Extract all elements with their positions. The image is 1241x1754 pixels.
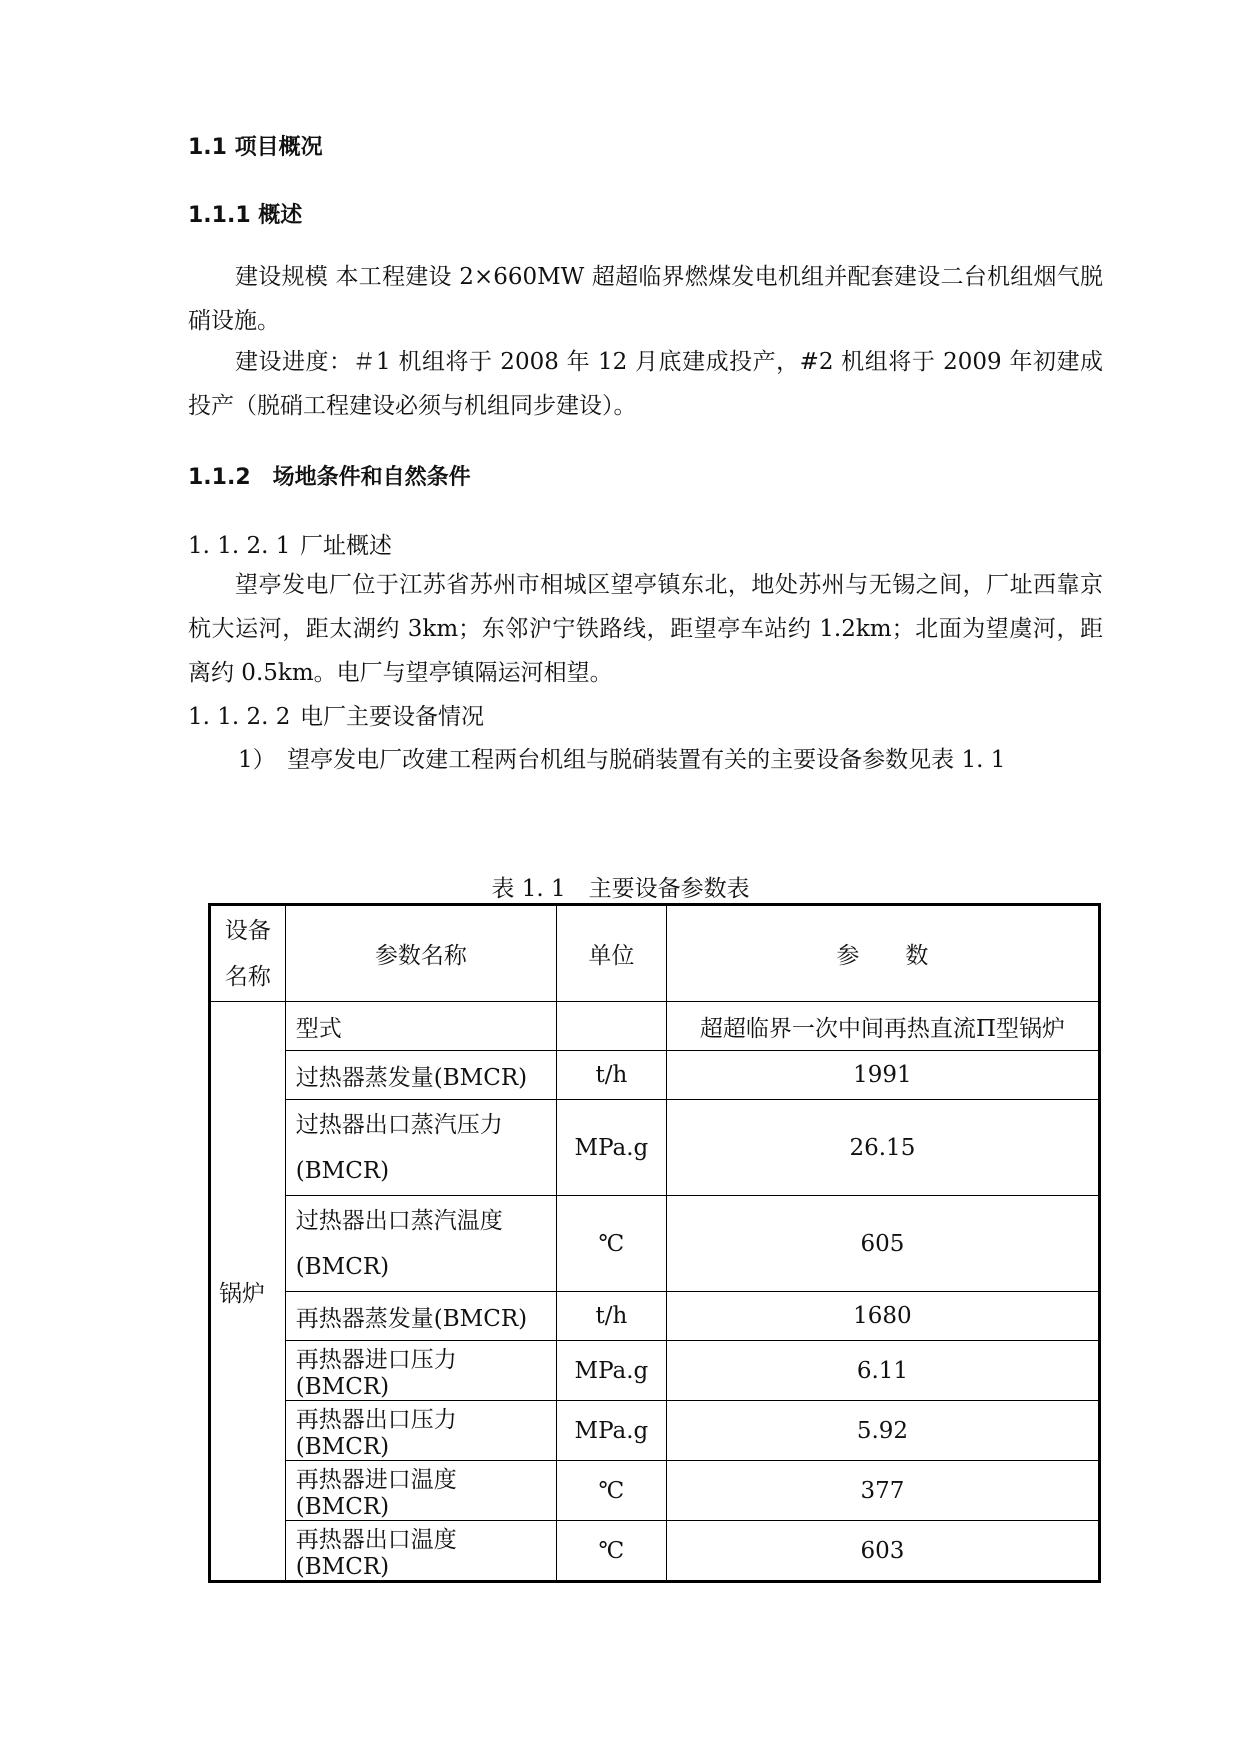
equipment-parameter-table bbox=[208, 903, 1101, 1583]
list-item-1: 1） 望亭发电厂改建工程两台机组与脱硝装置有关的主要设备参数见表 1. 1 bbox=[238, 747, 1006, 773]
table-row bbox=[210, 1100, 1100, 1196]
value-cell: 5.92 bbox=[666, 1401, 1099, 1461]
subsection-title: 电厂主要设备情况 bbox=[300, 704, 484, 730]
param-cell: 过热器出口蒸汽温度(BMCR) bbox=[285, 1196, 556, 1292]
table-row bbox=[210, 1051, 1100, 1100]
value-cell: 605 bbox=[666, 1196, 1099, 1292]
param-cell: 型式 bbox=[285, 1002, 556, 1051]
header-param: 参数名称 bbox=[285, 905, 556, 1002]
paragraph-scale: 建设规模 本工程建设 2×660MW 超超临界燃煤发电机组并配套建设二台机组烟气脱硝设施。 bbox=[188, 264, 1103, 334]
subsection-number: 1. 1. 2. 1 bbox=[188, 533, 291, 559]
table-row bbox=[210, 1521, 1100, 1582]
heading-1-1-1: 1.1.1 概述 bbox=[188, 203, 303, 228]
unit-cell: ℃ bbox=[556, 1521, 666, 1582]
table-row bbox=[210, 1461, 1100, 1521]
param-cell: 再热器出口温度(BMCR) bbox=[285, 1521, 556, 1582]
unit-cell: ℃ bbox=[556, 1461, 666, 1521]
unit-cell: t/h bbox=[556, 1292, 666, 1341]
value-cell: 6.11 bbox=[666, 1341, 1099, 1401]
paragraph-progress: 建设进度：＃1 机组将于 2008 年 12 月底建成投产，#2 机组将于 2009 年初建成投产（脱硝工程建设必须与机组同步建设）。 bbox=[188, 349, 1103, 419]
param-cell: 再热器进口温度(BMCR) bbox=[285, 1461, 556, 1521]
subsection-1-1-2-1 bbox=[188, 527, 392, 560]
heading-1-1-2: 1.1.2 场地条件和自然条件 bbox=[188, 465, 471, 490]
header-equipment: 设备名称 bbox=[210, 905, 286, 1002]
unit-cell: ℃ bbox=[556, 1196, 666, 1292]
table-header-row bbox=[210, 905, 1100, 1002]
param-cell: 再热器蒸发量(BMCR) bbox=[285, 1292, 556, 1341]
table-row bbox=[210, 1401, 1100, 1461]
subsection-1-1-2-2 bbox=[188, 698, 484, 731]
value-cell: 1991 bbox=[666, 1051, 1099, 1100]
param-cell: 过热器蒸发量(BMCR) bbox=[285, 1051, 556, 1100]
header-value: 参 数 bbox=[666, 905, 1099, 1002]
unit-cell: t/h bbox=[556, 1051, 666, 1100]
table-row bbox=[210, 1002, 1100, 1051]
value-cell: 26.15 bbox=[666, 1100, 1099, 1196]
table-row bbox=[210, 1341, 1100, 1401]
unit-cell: MPa.g bbox=[556, 1341, 666, 1401]
subsection-title: 厂址概述 bbox=[300, 533, 392, 559]
param-cell: 再热器出口压力(BMCR) bbox=[285, 1401, 556, 1461]
value-cell: 377 bbox=[666, 1461, 1099, 1521]
value-cell: 603 bbox=[666, 1521, 1099, 1582]
unit-cell: MPa.g bbox=[556, 1401, 666, 1461]
unit-cell: MPa.g bbox=[556, 1100, 666, 1196]
paragraph-site: 望亭发电厂位于江苏省苏州市相城区望亭镇东北，地处苏州与无锡之间，厂址西靠京杭大运河，距太湖约 3km；东邻沪宁铁路线，距望亭车站约 1.2km；北面为望虞河，距离约 0.5km。电厂与望亭镇隔运河相望。 bbox=[188, 572, 1103, 686]
heading-1-1: 1.1 项目概况 bbox=[188, 135, 323, 160]
param-cell: 再热器进口压力(BMCR) bbox=[285, 1341, 556, 1401]
table-row bbox=[210, 1196, 1100, 1292]
header-unit: 单位 bbox=[556, 905, 666, 1002]
value-cell: 超超临界一次中间再热直流Π型锅炉 bbox=[666, 1002, 1099, 1051]
table-row bbox=[210, 1292, 1100, 1341]
unit-cell bbox=[556, 1002, 666, 1051]
group-cell-boiler: 锅炉 bbox=[210, 1002, 286, 1582]
subsection-number: 1. 1. 2. 2 bbox=[188, 704, 291, 730]
param-cell: 过热器出口蒸汽压力(BMCR) bbox=[285, 1100, 556, 1196]
value-cell: 1680 bbox=[666, 1292, 1099, 1341]
table-caption: 表 1. 1 主要设备参数表 bbox=[491, 876, 750, 902]
